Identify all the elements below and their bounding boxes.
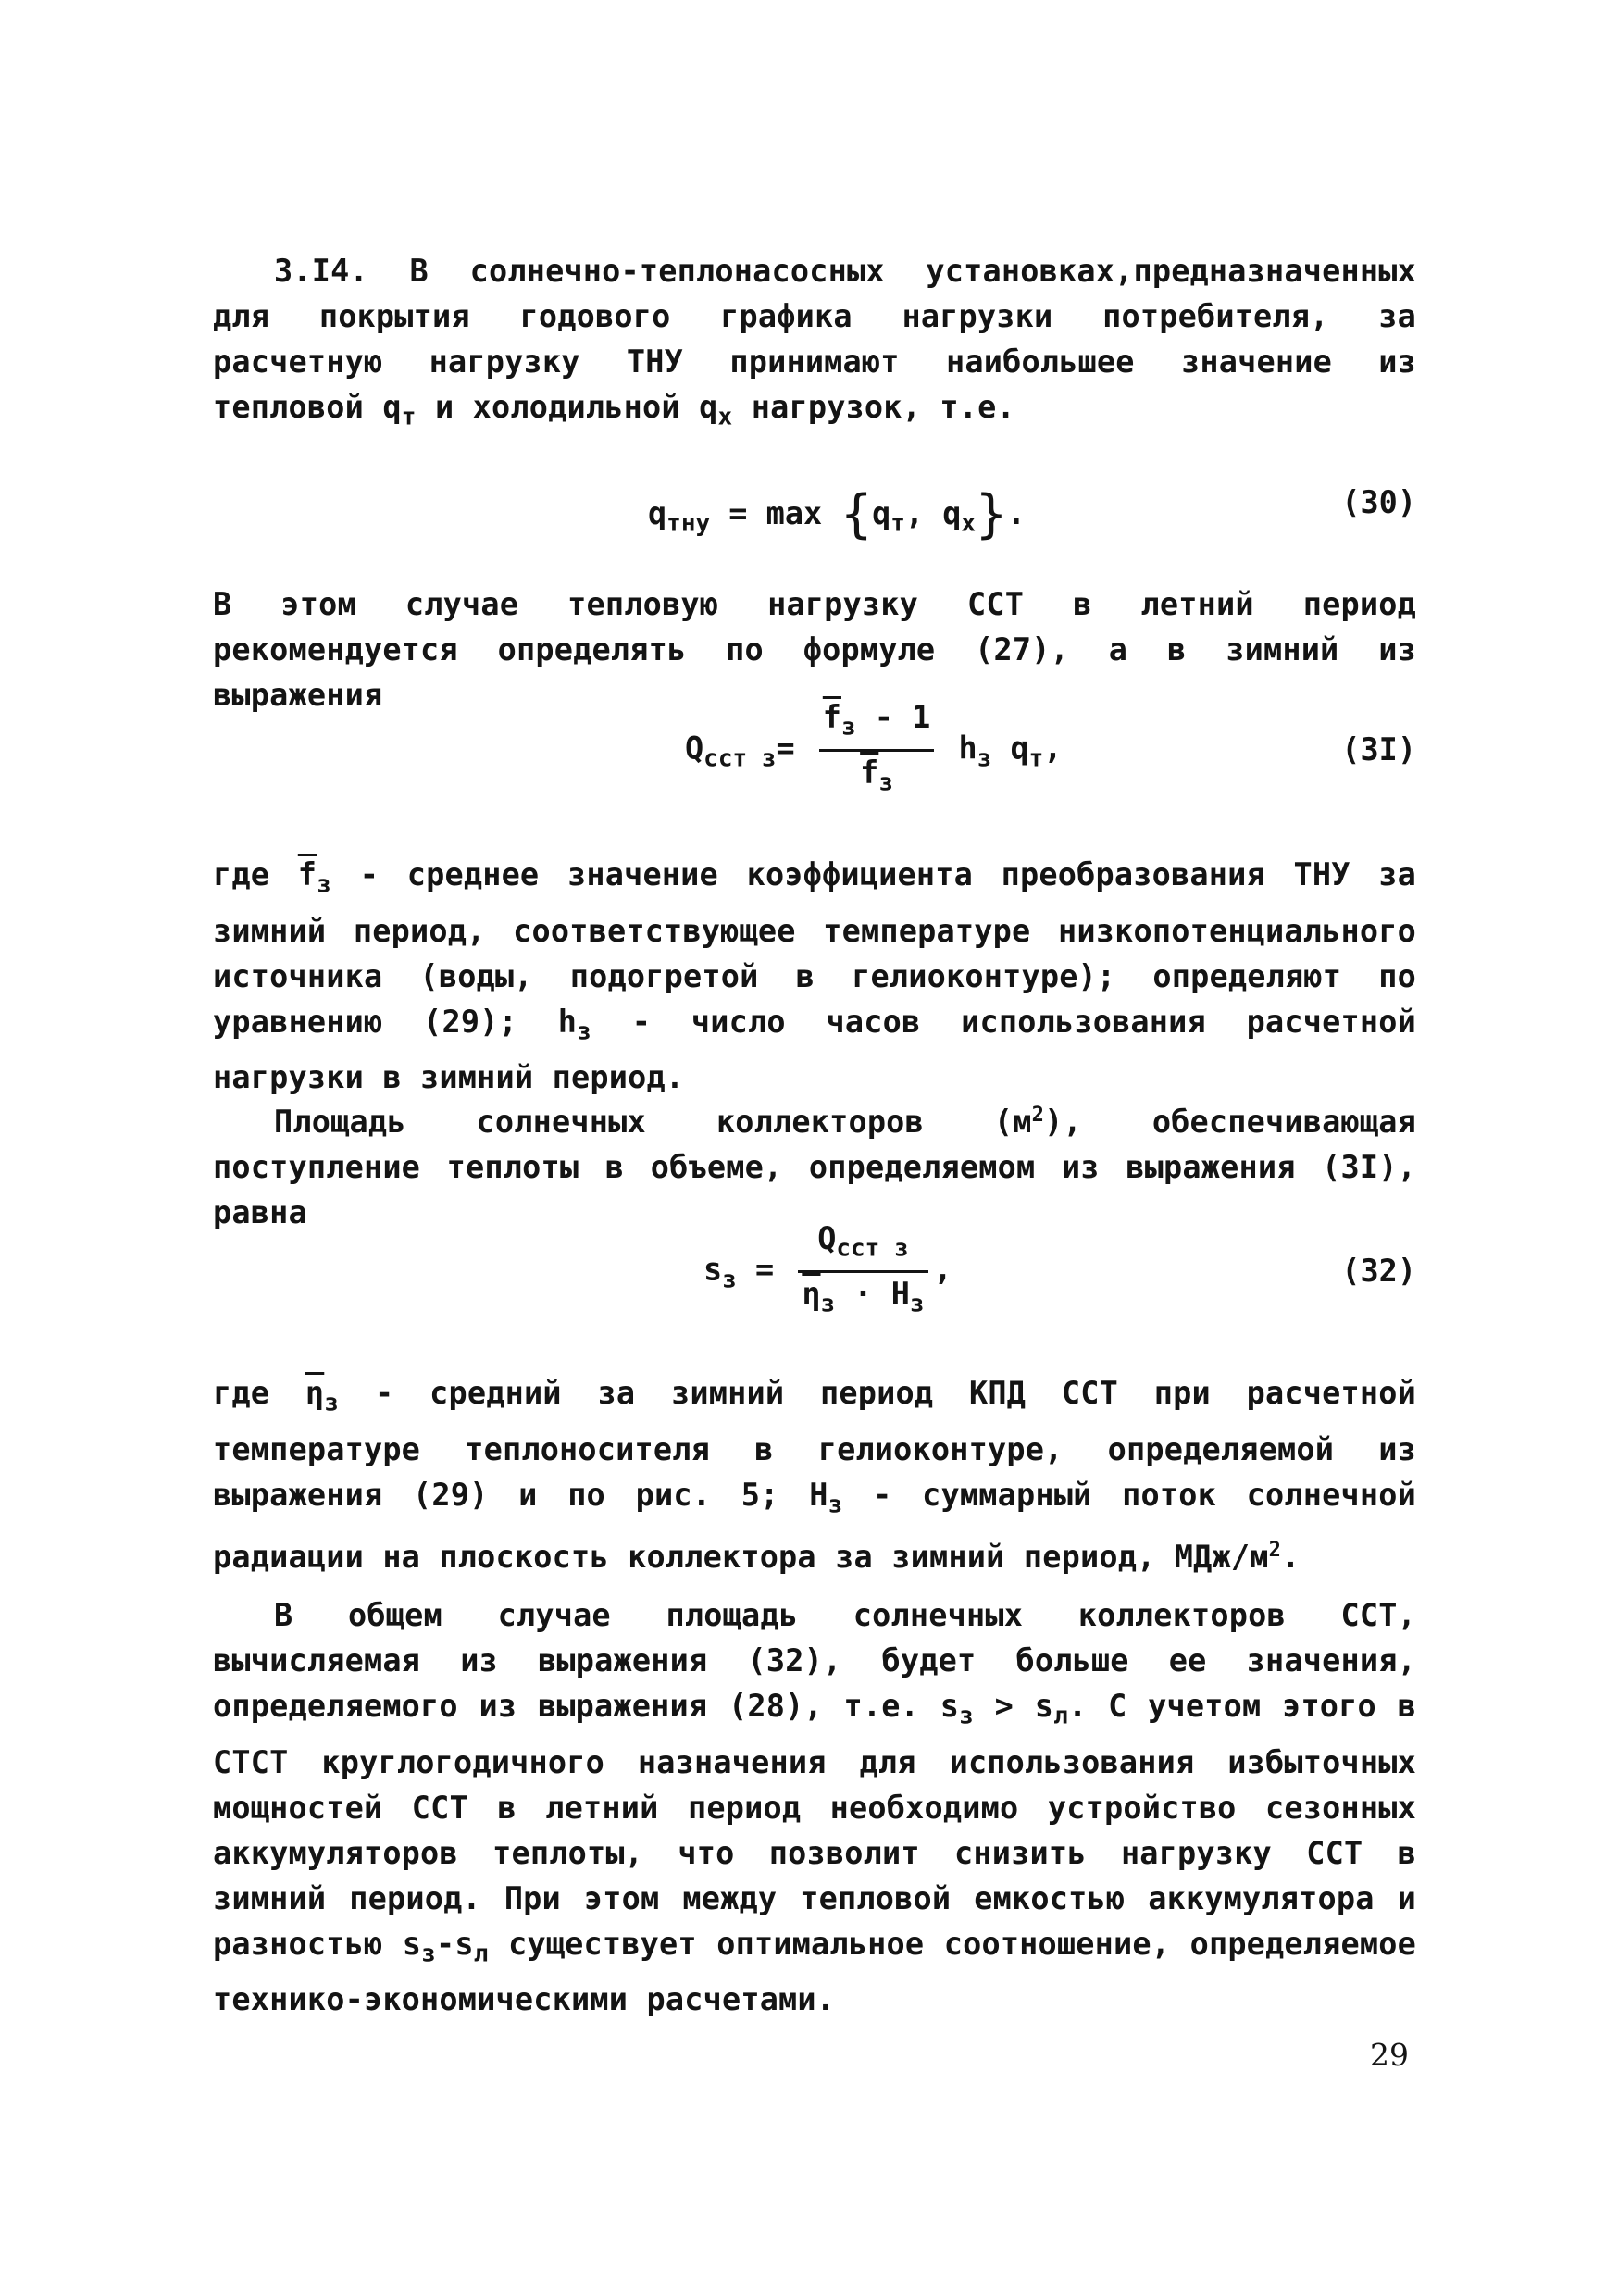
- page-number: 29: [1370, 2037, 1409, 2073]
- fraction: $\frac{\overline{f}_з - 1}{\overline{f}_з}$: [819, 696, 935, 804]
- equation-32-body: $s_з$ = $\frac{Q_{сст з}}{\overline{\eta}_з \cdot H_з}$ ,: [703, 1217, 952, 1325]
- equation-number: (3I): [1341, 731, 1416, 767]
- equation-31: [213, 696, 1416, 826]
- symbol-q-x: $q_x$: [699, 389, 733, 431]
- equation-30: [213, 477, 1416, 542]
- paragraph-3-14: [213, 248, 1416, 441]
- left-brace: {: [840, 484, 873, 544]
- relation: $s_з > s_л$: [940, 1688, 1068, 1730]
- paragraph-collector-area: Площадь солнечных коллекторов $(м^2)$, обеспечивающая поступление теплоты в объеме, определяемом из выражения (3I), равна: [213, 1104, 1416, 1231]
- fraction: $\frac{Q_{сст з}}{\overline{\eta}_з \cdot H_з}$: [798, 1217, 927, 1325]
- difference: $s_з-s_л$: [402, 1925, 489, 1968]
- right-brace: }: [976, 484, 1007, 544]
- symbol-h: h: [557, 1003, 578, 1040]
- paragraph-text: 3.I4. В солнечно-теплонасосных установках,предназначенных для покрытия годового графика нагрузки потребителя, за расчетную нагрузку ТНУ принимают наибольшее значение из тепловой: [213, 253, 1416, 425]
- paragraph-text: и холодильной: [434, 389, 680, 425]
- equation-31-body: $Q_{сст з}=$ $\frac{\overline{f}_з - 1}{\overline{f}_з}$ $h_з$ $q_т$,: [685, 696, 1062, 804]
- equation-number: (32): [1341, 1253, 1416, 1289]
- symbol-H: H: [809, 1476, 828, 1513]
- max-operator: max: [765, 495, 823, 531]
- paragraph-text: нагрузок, т.е.: [751, 389, 1015, 425]
- symbol-q-t: $q_т$: [382, 389, 417, 431]
- paragraph-where-eta: где $\overline{\eta}_з$ - средний за зимний период КПД ССТ при расчетной температуре теплоносителя в гелиоконтуре, определяемой из выражения (29) и по рис. 5; $H_з$ - суммарный поток солнечной радиации на плоскость коллектора за зимний период, МДж/$м^2$.: [213, 1375, 1416, 1576]
- symbol-eta: $\overline{\eta}$: [305, 1375, 325, 1411]
- paragraph-summer-winter: В этом случае тепловую нагрузку ССТ в летний период рекомендуется определять по формуле (27), а в зимний из выражения: [213, 586, 1416, 713]
- equation-30-body: $q_{тну} = \max \{q_т$, $q_x$}.: [648, 484, 1026, 544]
- paragraph-where-f3: где $\overline{f}_з$ - среднее значение коэффициента преобразования ТНУ за зимний период, соответствующее температуре низкопотенциального источника (воды, подогретой в гелиоконтуре); определяют по уравнению (29); $h_з$ - число часов использования расчетной нагрузки в зимний период.: [213, 856, 1416, 1096]
- symbol-f: $\overline{f}$: [297, 856, 317, 892]
- equation-32: [213, 1217, 1416, 1347]
- equation-number: (30): [1341, 484, 1416, 520]
- paragraph-general-case: В общем случае площадь солнечных коллекторов ССТ, вычисляемая из выражения (32), будет больше ее значения, определяемого из выражения (28), т.е. $s_з > s_л$. С учетом этого в СТСТ круглогодичного назначения для использования избыточных мощностей ССТ в летний период необходимо устройство сезонных аккумуляторов теплоты, что позволит снизить нагрузку ССТ в зимний период. При этом между тепловой емкостью аккумулятора и разностью $s_з-s_л$ существует оптимальное соотношение, определяемое технико-экономическими расчетами.: [213, 1597, 1417, 2018]
